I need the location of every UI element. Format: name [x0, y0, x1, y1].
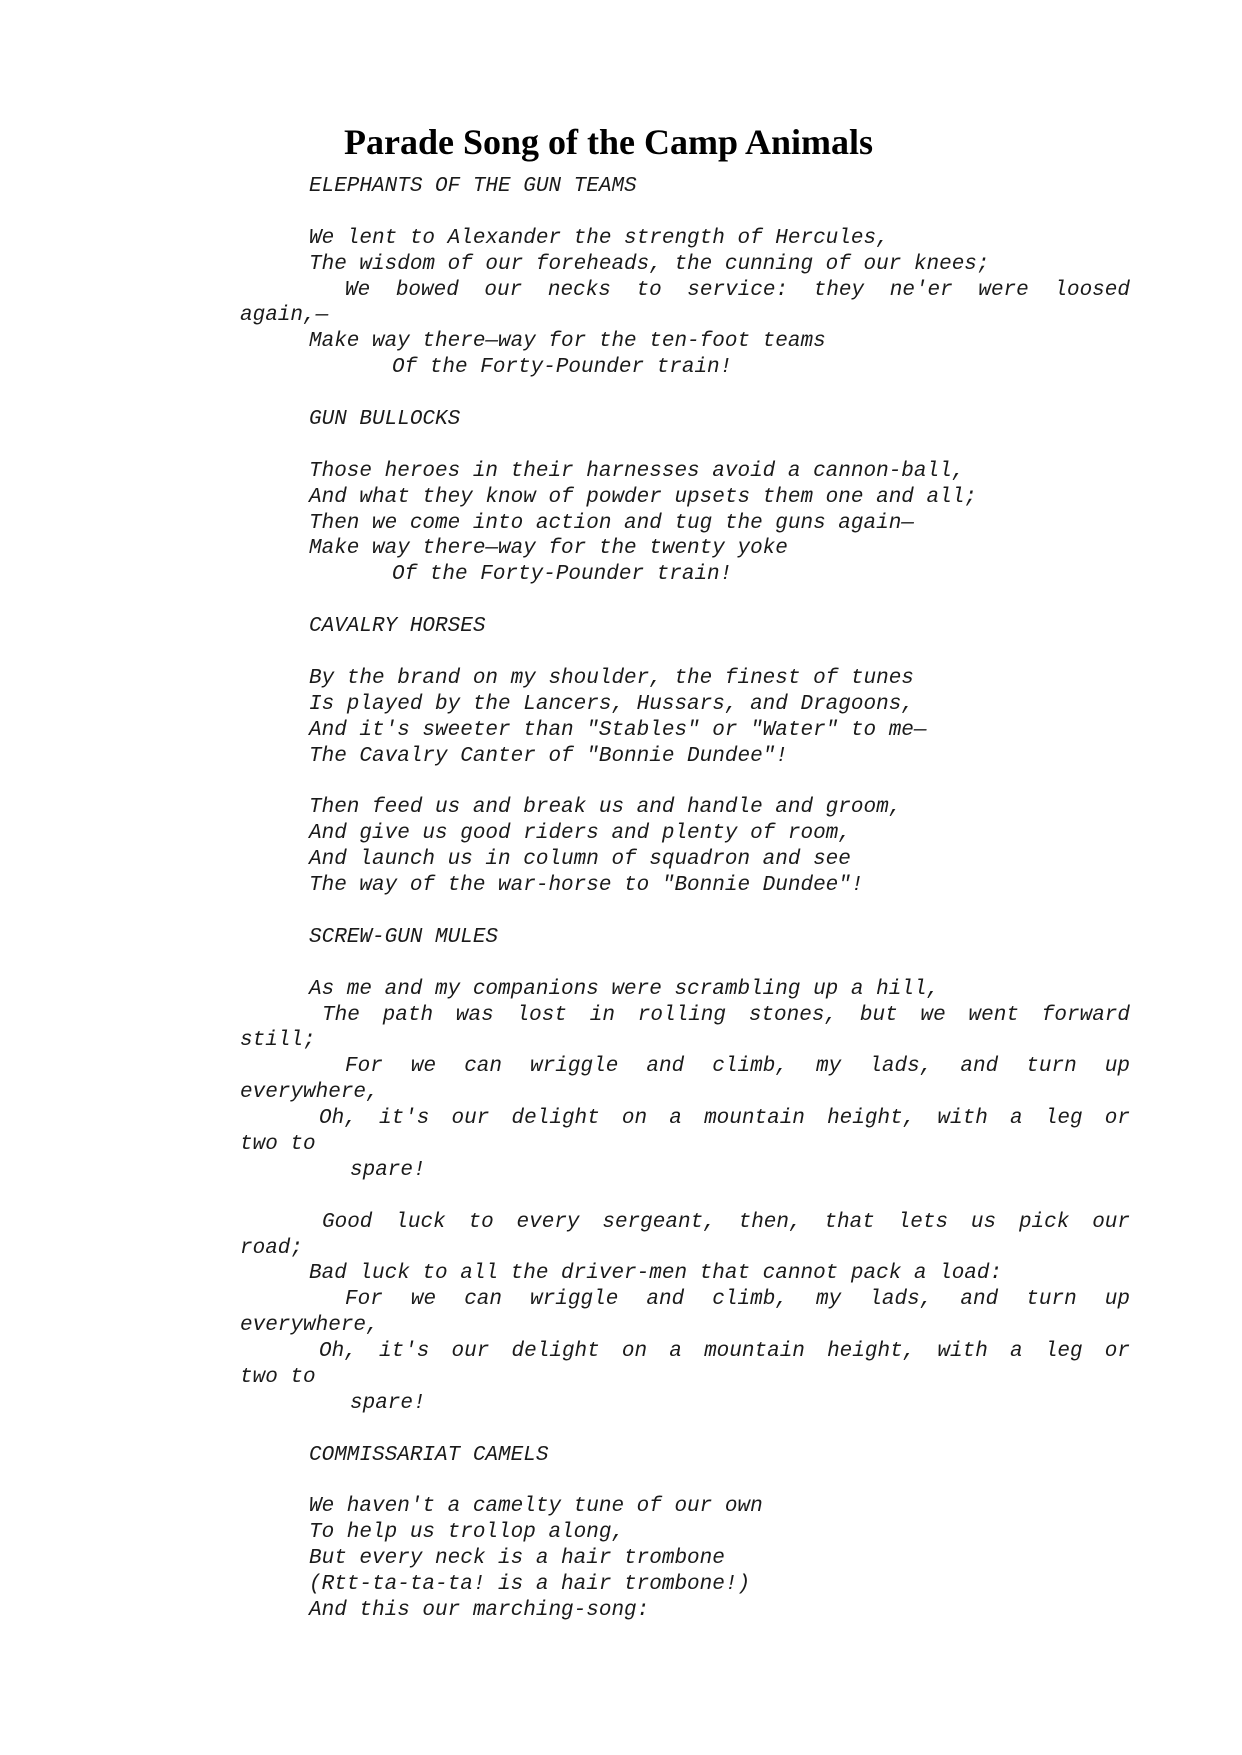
verse-line: Those heroes in their harnesses avoid a cannon-ball,	[309, 459, 965, 483]
verse-line-wrap: still;	[240, 1029, 316, 1053]
verse-line: Then we come into action and tug the guns again—	[309, 511, 914, 535]
stanza-gap	[240, 951, 1130, 977]
stanza-gap	[240, 640, 1130, 666]
verse-line-wrap: two to	[240, 1365, 316, 1389]
section-heading-bullocks: GUN BULLOCKS	[309, 408, 461, 432]
verse-line: And it's sweeter than "Stables" or "Water" to me—	[309, 718, 927, 742]
stanza-gap	[240, 200, 1130, 226]
verse-line-wrap: everywhere,	[240, 1314, 379, 1338]
verse-line: As me and my companions were scrambling up a hill,	[309, 977, 940, 1001]
verse-line: Is played by the Lancers, Hussars, and Dragoons,	[309, 692, 914, 716]
verse-line: And what they know of powder upsets them one and all;	[309, 485, 977, 509]
verse-line: And give us good riders and plenty of room,	[309, 822, 851, 846]
verse-line: The way of the war-horse to "Bonnie Dundee"!	[309, 874, 864, 898]
verse-line: The path was lost in rolling stones, but we went forward	[322, 1003, 1130, 1027]
verse-line: And launch us in column of squadron and see	[309, 848, 851, 872]
section-heading-mules: SCREW-GUN MULES	[309, 925, 499, 949]
stanza-gap	[240, 1184, 1130, 1210]
verse-line: We bowed our necks to service: they ne'er were loosed	[345, 278, 1130, 302]
verse-line: For we can wriggle and climb, my lads, and turn up	[345, 1288, 1130, 1312]
verse-line: To help us trollop along,	[309, 1521, 625, 1545]
verse-line: The wisdom of our foreheads, the cunning of our knees;	[309, 252, 990, 276]
section-heading-horses: CAVALRY HORSES	[309, 615, 486, 639]
section-heading-elephants: ELEPHANTS OF THE GUN TEAMS	[309, 175, 637, 198]
stanza-gap	[240, 1469, 1130, 1495]
stanza-gap	[240, 588, 1130, 614]
verse-line: (Rtt-ta-ta-ta! is a hair trombone!)	[309, 1573, 751, 1597]
verse-line: Of the Forty-Pounder train!	[392, 563, 733, 587]
verse-line: Bad luck to all the driver-men that cannot pack a load:	[309, 1262, 1003, 1286]
verse-line: The Cavalry Canter of "Bonnie Dundee"!	[309, 744, 788, 768]
verse-line-wrap: two to	[240, 1132, 316, 1156]
verse-line-wrap: road;	[240, 1236, 304, 1260]
verse-line-wrap: everywhere,	[240, 1081, 379, 1105]
verse-line: But every neck is a hair trombone	[309, 1547, 725, 1571]
verse-line: We lent to Alexander the strength of Hercules,	[309, 226, 889, 250]
stanza-gap	[240, 899, 1130, 925]
verse-line: Then feed us and break us and handle and groom,	[309, 796, 902, 820]
verse-line: By the brand on my shoulder, the finest of tunes	[309, 666, 914, 690]
verse-line: Oh, it's our delight on a mountain height, with a leg or	[319, 1340, 1130, 1364]
verse-line-wrap: spare!	[350, 1391, 426, 1415]
stanza-gap	[240, 433, 1130, 459]
verse-line: Oh, it's our delight on a mountain height, with a leg or	[319, 1107, 1130, 1131]
verse-line: Good luck to every sergeant, then, that lets us pick our	[322, 1210, 1130, 1234]
verse-line: Make way there—way for the ten-foot teams	[309, 330, 826, 354]
verse-line-wrap: again,—	[240, 304, 329, 328]
verse-line-wrap: spare!	[350, 1158, 426, 1182]
verse-line: And this our marching-song:	[309, 1598, 650, 1622]
verse-line: We haven't a camelty tune of our own	[309, 1495, 763, 1519]
stanza-gap	[240, 1417, 1130, 1443]
stanza-gap	[240, 769, 1130, 795]
verse-line: For we can wriggle and climb, my lads, and turn up	[345, 1055, 1130, 1079]
page-title: Parade Song of the Camp Animals	[344, 122, 874, 162]
stanza-gap	[240, 381, 1130, 407]
verse-line: Make way there—way for the twenty yoke	[309, 537, 788, 561]
verse-line: Of the Forty-Pounder train!	[392, 356, 733, 380]
section-heading-camels: COMMISSARIAT CAMELS	[309, 1443, 549, 1467]
poem-body	[240, 174, 1130, 1624]
